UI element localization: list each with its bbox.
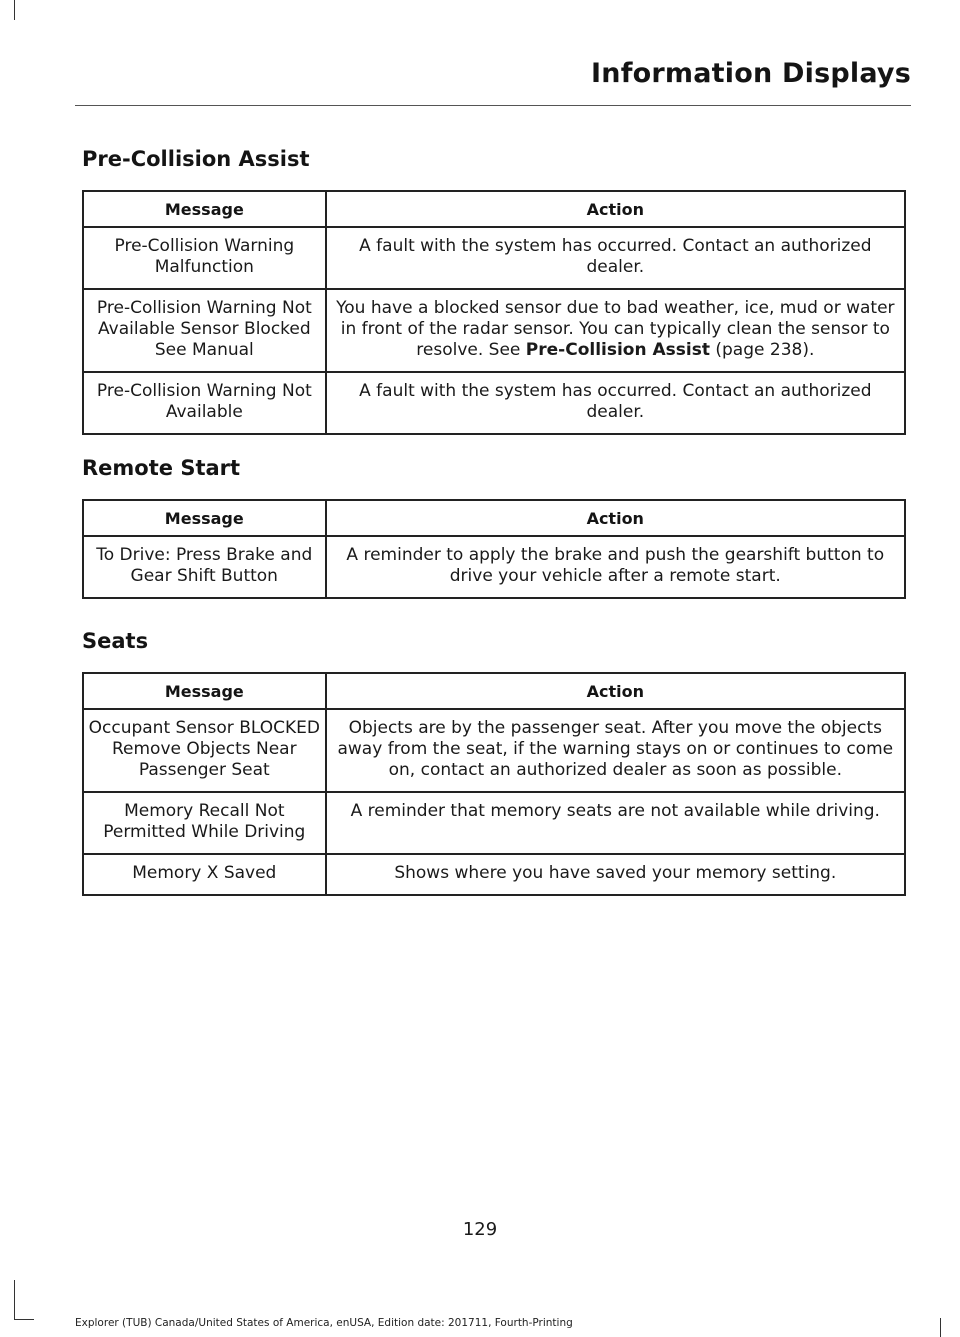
section-title: Pre-Collision Assist	[82, 147, 310, 171]
message-cell: Memory Recall Not Permitted While Driving	[83, 792, 326, 854]
message-cell: Pre-Collision Warning Not Available	[83, 372, 326, 434]
page-reference: (page 238).	[709, 340, 815, 360]
message-cell: To Drive: Press Brake and Gear Shift Button	[83, 536, 326, 598]
cross-reference-link[interactable]: Pre-Collision Assist	[525, 340, 710, 360]
column-header-message: Message	[83, 500, 326, 536]
message-cell: Pre-Collision Warning Not Available Sensor Blocked See Manual	[83, 289, 326, 372]
page-title: Information Displays	[591, 58, 911, 89]
action-cell: A reminder to apply the brake and push the gearshift button to drive your vehicle after a remote start.	[326, 536, 905, 598]
page-number: 129	[462, 1219, 498, 1240]
table-row	[83, 709, 905, 792]
crop-mark-top-left	[14, 0, 15, 20]
action-cell: A fault with the system has occurred. Contact an authorized dealer.	[326, 372, 905, 434]
column-header-action: Action	[326, 191, 905, 227]
column-header-action: Action	[326, 673, 905, 709]
table-row	[83, 227, 905, 289]
page-header	[75, 58, 911, 89]
message-table	[82, 499, 906, 599]
column-header-action: Action	[326, 500, 905, 536]
action-cell: A reminder that memory seats are not available while driving.	[326, 792, 905, 854]
action-cell: Shows where you have saved your memory setting.	[326, 854, 905, 895]
table-row	[83, 792, 905, 854]
action-text: You have a blocked sensor due to bad weather, ice, mud or water in front of the radar sensor. You can typically clean the sensor to resolve. See	[336, 298, 895, 360]
message-cell: Memory X Saved	[83, 854, 326, 895]
table-header-row	[83, 500, 905, 536]
column-header-message: Message	[83, 673, 326, 709]
section-title: Seats	[82, 629, 149, 653]
header-divider	[75, 105, 911, 106]
message-cell: Occupant Sensor BLOCKED Remove Objects Near Passenger Seat	[83, 709, 326, 792]
message-table	[82, 672, 906, 896]
table-row	[83, 289, 905, 372]
table-row	[83, 536, 905, 598]
action-cell: A fault with the system has occurred. Contact an authorized dealer.	[326, 227, 905, 289]
section-remote-start	[82, 454, 906, 586]
action-cell	[326, 289, 905, 372]
section-seats	[82, 627, 906, 883]
section-title: Remote Start	[82, 456, 241, 480]
message-cell: Pre-Collision Warning Malfunction	[83, 227, 326, 289]
table-row	[83, 372, 905, 434]
footer-edition-info: Explorer (TUB) Canada/United States of America, enUSA, Edition date: 201711, Fourth-Printing	[75, 1317, 573, 1329]
crop-mark-bottom-left-horizontal	[14, 1319, 34, 1320]
section-pre-collision-assist	[82, 145, 906, 422]
table-header-row	[83, 673, 905, 709]
table-row	[83, 854, 905, 895]
message-table	[82, 190, 906, 435]
column-header-message: Message	[83, 191, 326, 227]
table-header-row	[83, 191, 905, 227]
crop-mark-bottom-left	[14, 1280, 15, 1320]
action-cell: Objects are by the passenger seat. After you move the objects away from the seat, if the warning stays on or continues to come on, contact an authorized dealer as soon as possible.	[326, 709, 905, 792]
crop-mark-bottom-right	[940, 1318, 941, 1337]
